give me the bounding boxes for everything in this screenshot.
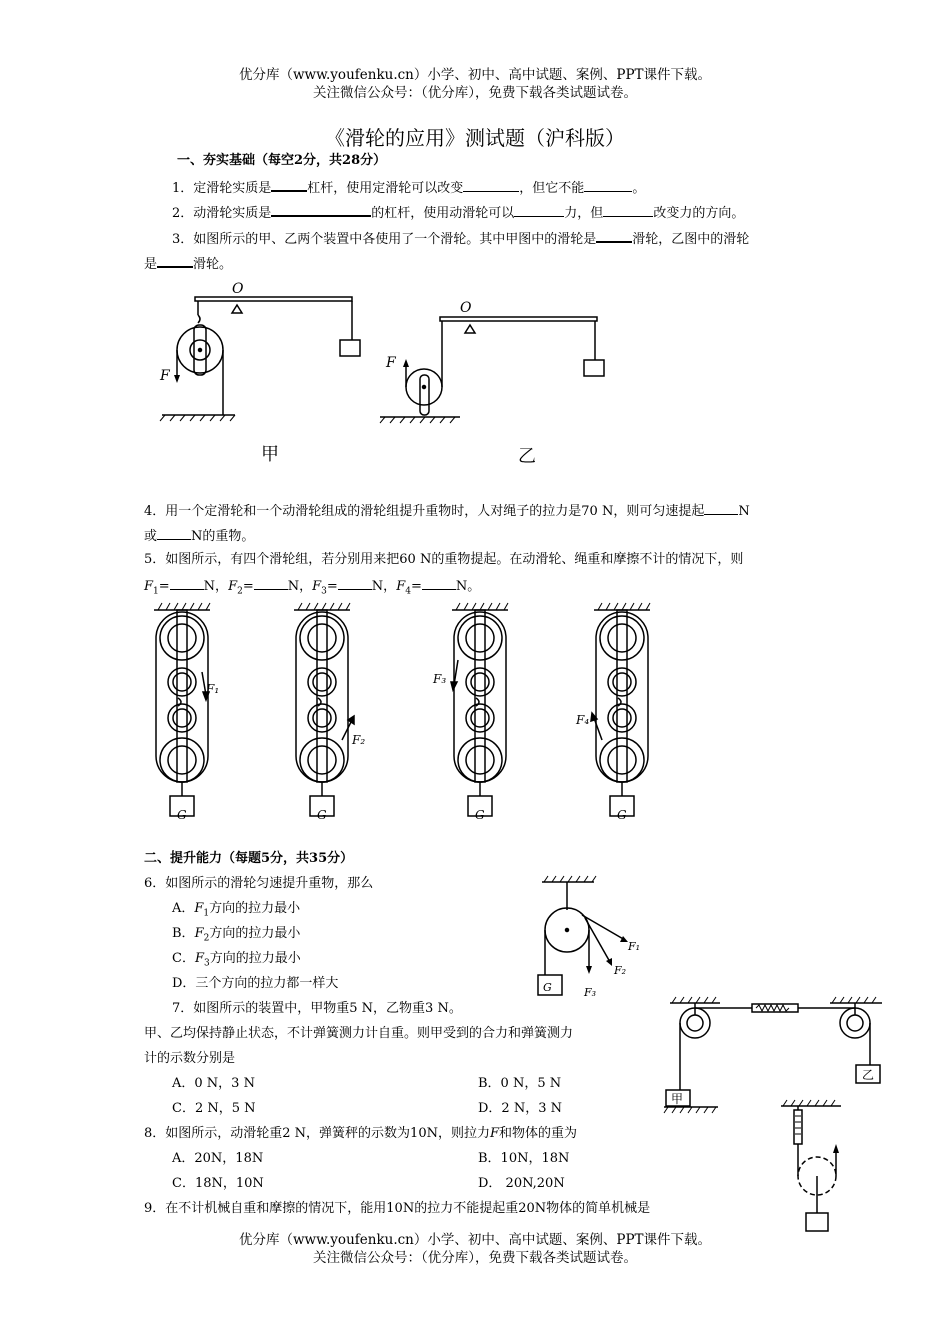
q8-stem-b: 和物体的重为 bbox=[499, 1126, 578, 1141]
q5-n1: N， bbox=[203, 579, 229, 594]
q5-f4: F bbox=[396, 579, 406, 594]
pulley-block-1 bbox=[154, 603, 210, 816]
q3-blank-1[interactable] bbox=[596, 228, 632, 243]
q6-a-f: F bbox=[194, 901, 204, 916]
q2-text-a: 2．动滑轮实质是 bbox=[172, 206, 272, 221]
q5-eq2: = bbox=[242, 579, 254, 594]
q1-text-b: 杠杆，使用定滑轮可以改变 bbox=[307, 181, 464, 196]
q1-text-a: 1．定滑轮实质是 bbox=[172, 181, 272, 196]
q4-text-c: 或 bbox=[144, 529, 158, 544]
pulley-block-3 bbox=[452, 603, 508, 816]
f1-label: F₁ bbox=[206, 682, 220, 696]
q1-blank-2[interactable] bbox=[463, 178, 519, 192]
q4-text-d: N的重物。 bbox=[191, 529, 255, 544]
g3-label: G bbox=[475, 808, 485, 822]
q6-f3-label: F₃ bbox=[584, 986, 597, 999]
q2-blank-1[interactable] bbox=[271, 202, 371, 217]
q5-blank-3[interactable] bbox=[338, 576, 372, 590]
q6-a-text: 方向的拉力最小 bbox=[209, 901, 301, 916]
q4-line1 bbox=[144, 501, 750, 521]
jia-fulcrum bbox=[232, 305, 242, 313]
q3-line1 bbox=[172, 228, 749, 249]
q4-text-a: 4．用一个定滑轮和一个动滑轮组成的滑轮组提升重物时，人对绳子的拉力是70 N，则可匀速提起 bbox=[144, 504, 705, 519]
q3-blank-2[interactable] bbox=[157, 253, 193, 268]
q6-b-f: F bbox=[194, 926, 204, 941]
yi-weight bbox=[584, 360, 604, 376]
figure-q8 bbox=[775, 1098, 865, 1238]
q5-f2: F bbox=[228, 579, 238, 594]
q3-line2 bbox=[144, 253, 232, 274]
q9-stem: 9．在不计机械自重和摩擦的情况下，能用10N的拉力不能提起重20N物体的简单机械是 bbox=[144, 1201, 651, 1216]
jia-label: 甲 bbox=[261, 444, 279, 465]
q8-spring-balance bbox=[794, 1110, 802, 1144]
jia-o-label: O bbox=[232, 281, 244, 297]
q8-option-c[interactable]: C．18N，10N bbox=[172, 1176, 264, 1191]
q7-line1: 7．如图所示的装置中，甲物重5 N，乙物重3 N。 bbox=[172, 1001, 462, 1016]
q7-line3: 计的示数分别是 bbox=[144, 1051, 236, 1066]
yi-fulcrum bbox=[465, 325, 475, 333]
q6-g-label: G bbox=[543, 981, 552, 994]
jia-lever bbox=[195, 297, 352, 301]
q6-option-a[interactable] bbox=[172, 900, 300, 923]
q5-s4: 4 bbox=[405, 586, 411, 597]
q8-option-a[interactable]: A．20N，18N bbox=[172, 1151, 264, 1166]
q8-stem-a: 8．如图所示，动滑轮重2 N，弹簧秤的示数为10N，则拉力 bbox=[144, 1126, 490, 1141]
section1-heading: 一、夯实基础（每空2分，共28分） bbox=[177, 153, 387, 168]
q1 bbox=[172, 177, 645, 198]
yi-f-label: F bbox=[386, 355, 396, 371]
q6-stem: 6．如图所示的滑轮匀速提升重物，那么 bbox=[144, 876, 374, 891]
q7-jia-label: 甲 bbox=[671, 1092, 684, 1106]
f3-label: F₃ bbox=[433, 672, 447, 686]
q6-option-c[interactable] bbox=[172, 950, 301, 973]
q6-option-d[interactable]: D．三个方向的拉力都一样大 bbox=[172, 976, 339, 991]
q7-option-a[interactable]: A．0 N，3 N bbox=[172, 1076, 255, 1091]
q2-blank-2[interactable] bbox=[514, 203, 564, 217]
q5-blank-1[interactable] bbox=[170, 576, 204, 590]
q5-s2: 2 bbox=[237, 586, 243, 597]
q6-f1-label: F₁ bbox=[628, 940, 641, 953]
q2-text-c: 力，但 bbox=[564, 206, 604, 221]
figure-q5 bbox=[140, 600, 660, 830]
g2-label: G bbox=[317, 808, 327, 822]
q3-text-c: 是 bbox=[144, 257, 158, 272]
q6-c-sub: 3 bbox=[203, 958, 210, 969]
q2 bbox=[172, 202, 744, 223]
header-line-1: 优分库（www.youfenku.cn）小学、初中、高中试题、案例、PPT课件下载。 bbox=[238, 67, 712, 83]
q8-f: F bbox=[489, 1126, 499, 1141]
q1-blank-1[interactable] bbox=[271, 177, 307, 192]
q1-blank-3[interactable] bbox=[584, 178, 632, 192]
q6-c-text: 方向的拉力最小 bbox=[209, 951, 301, 966]
q5-blank-4[interactable] bbox=[422, 576, 456, 590]
q7-option-c[interactable]: C．2 N，5 N bbox=[172, 1101, 256, 1116]
g4-label: G bbox=[617, 808, 627, 822]
q1-text-c: ，但它不能 bbox=[519, 181, 585, 196]
q1-text-d: 。 bbox=[632, 181, 646, 196]
q3-text-d: 滑轮。 bbox=[193, 257, 233, 272]
pulley-block-2 bbox=[294, 603, 350, 816]
pulley-block-4 bbox=[594, 603, 650, 816]
q5-eq4: = bbox=[410, 579, 422, 594]
q4-blank-1[interactable] bbox=[704, 501, 738, 515]
q5-f1: F bbox=[144, 579, 154, 594]
q4-line2 bbox=[144, 526, 254, 546]
q2-blank-3[interactable] bbox=[603, 203, 653, 217]
yi-o-label: O bbox=[460, 300, 472, 316]
q8-weight bbox=[806, 1213, 828, 1231]
g1-label: G bbox=[177, 808, 187, 822]
q6-a-sub: 1 bbox=[203, 908, 210, 919]
q4-blank-2[interactable] bbox=[157, 526, 191, 540]
q2-text-d: 改变力的方向。 bbox=[653, 206, 745, 221]
q7-option-d[interactable]: D．2 N，3 N bbox=[478, 1101, 562, 1116]
q5-nend: N。 bbox=[455, 579, 481, 594]
q5-line1: 5．如图所示，有四个滑轮组，若分别用来把60 N的重物提起。在动滑轮、绳重和摩擦不计的情况下，则 bbox=[144, 552, 744, 567]
yi-label: 乙 bbox=[518, 446, 536, 467]
header-line-2: 关注微信公众号：（优分库），免费下载各类试题试卷。 bbox=[313, 85, 637, 101]
q7-option-b[interactable]: B．0 N，5 N bbox=[478, 1076, 562, 1091]
q5-s1: 1 bbox=[153, 586, 159, 597]
footer-line-1: 优分库（www.youfenku.cn）小学、初中、高中试题、案例、PPT课件下载。 bbox=[238, 1232, 712, 1248]
page-title: 《滑轮的应用》测试题（沪科版） bbox=[325, 126, 625, 150]
q5-s3: 3 bbox=[321, 586, 327, 597]
q5-n3: N， bbox=[371, 579, 397, 594]
q6-b-letter: B． bbox=[172, 926, 195, 941]
q5-n2: N， bbox=[287, 579, 313, 594]
q5-blank-2[interactable] bbox=[254, 576, 288, 590]
f4-label: F₄ bbox=[576, 713, 590, 727]
q5-line2 bbox=[144, 576, 480, 601]
jia-weight bbox=[340, 340, 360, 356]
q6-b-sub: 2 bbox=[203, 933, 210, 944]
q5-eq3: = bbox=[326, 579, 338, 594]
f2-label: F₂ bbox=[352, 733, 366, 747]
q5-f3: F bbox=[312, 579, 322, 594]
q6-option-b[interactable] bbox=[172, 925, 300, 948]
figure-q7 bbox=[660, 995, 890, 1115]
q2-text-b: 的杠杆，使用动滑轮可以 bbox=[371, 206, 515, 221]
q8-option-d[interactable]: D． 20N,20N bbox=[478, 1176, 565, 1191]
q6-c-letter: C． bbox=[172, 951, 195, 966]
figure-q6 bbox=[530, 870, 660, 1005]
q8-stem bbox=[144, 1125, 577, 1143]
q3-text-a: 3．如图所示的甲、乙两个装置中各使用了一个滑轮。其中甲图中的滑轮是 bbox=[172, 232, 597, 247]
q4-text-b: N bbox=[738, 504, 750, 519]
q8-option-b[interactable]: B．10N，18N bbox=[478, 1151, 570, 1166]
q6-f2-label: F₂ bbox=[614, 964, 627, 977]
q3-text-b: 滑轮，乙图中的滑轮 bbox=[632, 232, 750, 247]
footer-line-2: 关注微信公众号：（优分库），免费下载各类试题试卷。 bbox=[313, 1250, 637, 1266]
q7-line2: 甲、乙均保持静止状态，不计弹簧测力计自重。则甲受到的合力和弹簧测力 bbox=[144, 1026, 574, 1041]
q5-eq1: = bbox=[158, 579, 170, 594]
section2-heading: 二、提升能力（每题5分，共35分） bbox=[144, 851, 354, 866]
q7-yi-label: 乙 bbox=[862, 1068, 875, 1082]
q6-c-f: F bbox=[194, 951, 204, 966]
yi-lever bbox=[440, 317, 597, 321]
figure-q3 bbox=[140, 275, 630, 475]
jia-f-label: F bbox=[160, 368, 170, 384]
q6-b-text: 方向的拉力最小 bbox=[209, 926, 301, 941]
q6-a-letter: A． bbox=[172, 901, 195, 916]
